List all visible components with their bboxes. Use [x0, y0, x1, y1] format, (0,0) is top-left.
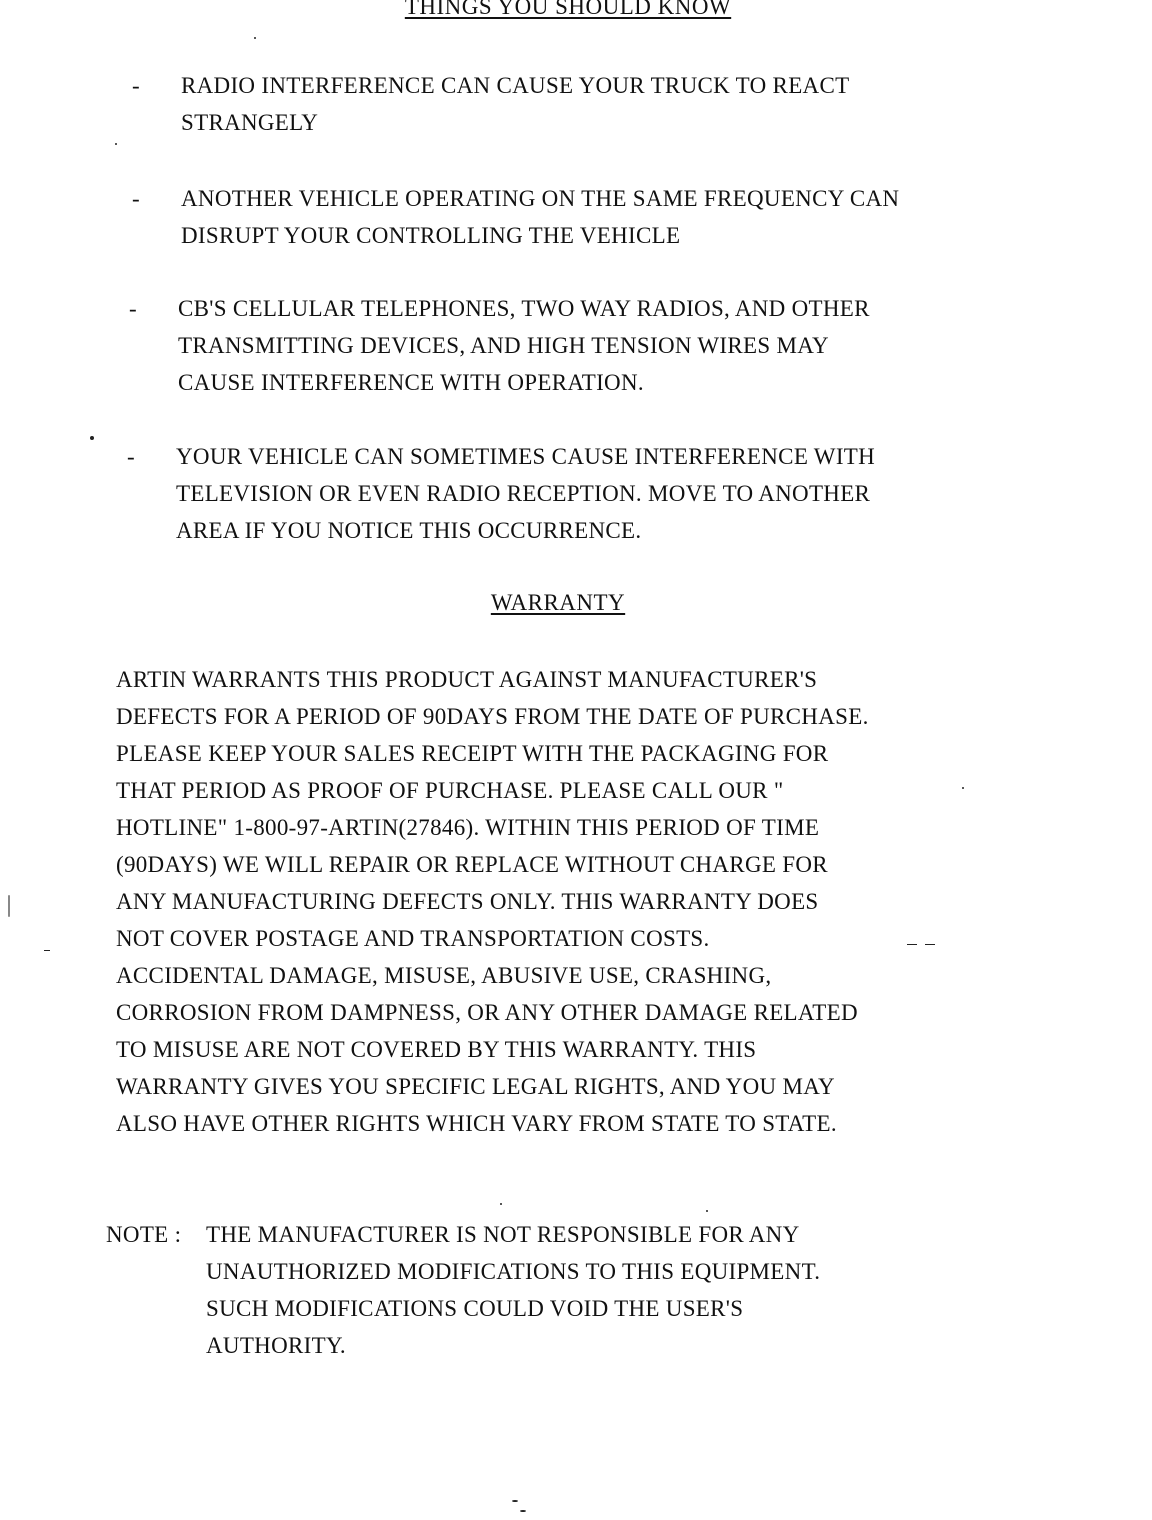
- bullet-item: [132, 180, 900, 254]
- bullet-dash: -: [132, 73, 140, 98]
- scan-speck: [520, 1510, 526, 1512]
- scan-speck: [8, 895, 10, 917]
- bullet-text: ANOTHER VEHICLE OPERATING ON THE SAME FREQUENCY CAN DISRUPT YOUR CONTROLLING THE VEHICLE: [181, 186, 900, 248]
- note-label: NOTE :: [106, 1222, 182, 1247]
- scan-speck: [512, 1500, 518, 1502]
- bullet-dash: -: [127, 444, 135, 469]
- section-title-things-you-should-know: THINGS YOU SHOULD KNOW: [404, 0, 732, 19]
- bullet-text: YOUR VEHICLE CAN SOMETIMES CAUSE INTERFERENCE WITH TELEVISION OR EVEN RADIO RECEPTION. MOVE TO ANOTHER AREA IF YOU NOTICE THIS OCCURRENCE.: [176, 444, 876, 543]
- bullet-text: RADIO INTERFERENCE CAN CAUSE YOUR TRUCK TO REACT STRANGELY: [181, 73, 850, 135]
- scan-speck: [706, 1210, 708, 1212]
- scan-speck: [500, 1203, 502, 1205]
- scan-speck: [907, 944, 917, 945]
- bullet-dash: -: [132, 186, 140, 211]
- scan-speck: [90, 436, 94, 440]
- section-title-warranty: WARRANTY: [490, 590, 626, 615]
- scan-speck: [254, 37, 256, 39]
- scan-speck: [115, 143, 117, 145]
- scan-speck: [962, 787, 964, 789]
- scan-speck: [44, 950, 50, 951]
- warranty-paragraph: ARTIN WARRANTS THIS PRODUCT AGAINST MANUFACTURER'S DEFECTS FOR A PERIOD OF 90DAYS FROM THE DATE OF PURCHASE. PLEASE KEEP YOUR SALES RECEIPT WITH THE PACKAGING FOR THAT PERIOD AS PROOF OF PURCHASE. PLEASE CALL OUR " HOTLINE" 1-800-97-ARTIN(27846). WITHIN THIS PERIOD OF TIME (90DAYS) WE WILL REPAIR OR REPLACE WITHOUT CHARGE FOR ANY MANUFACTURING DEFECTS ONLY. THIS WARRANTY DOES NOT COVER POSTAGE AND TRANSPORTATION COSTS. ACCIDENTAL DAMAGE, MISUSE, ABUSIVE USE, CRASHING, CORROSION FROM DAMPNESS, OR ANY OTHER DAMAGE RELATED TO MISUSE ARE NOT COVERED BY THIS WARRANTY. THIS WARRANTY GIVES YOU SPECIFIC LEGAL RIGHTS, AND YOU MAY ALSO HAVE OTHER RIGHTS WHICH VARY FROM STATE TO STATE.: [116, 667, 869, 1136]
- bullet-item: [132, 67, 850, 141]
- scan-speck: [925, 944, 935, 945]
- bullet-dash: -: [129, 296, 137, 321]
- note-text: THE MANUFACTURER IS NOT RESPONSIBLE FOR ANY UNAUTHORIZED MODIFICATIONS TO THIS EQUIPMENT. SUCH MODIFICATIONS COULD VOID THE USER'S AUTHORITY.: [206, 1222, 821, 1358]
- bullet-text: CB'S CELLULAR TELEPHONES, TWO WAY RADIOS, AND OTHER TRANSMITTING DEVICES, AND HIGH TENSION WIRES MAY CAUSE INTERFERENCE WITH OPERATION.: [178, 296, 870, 395]
- bullet-item: [127, 438, 876, 549]
- bullet-item: [129, 290, 870, 401]
